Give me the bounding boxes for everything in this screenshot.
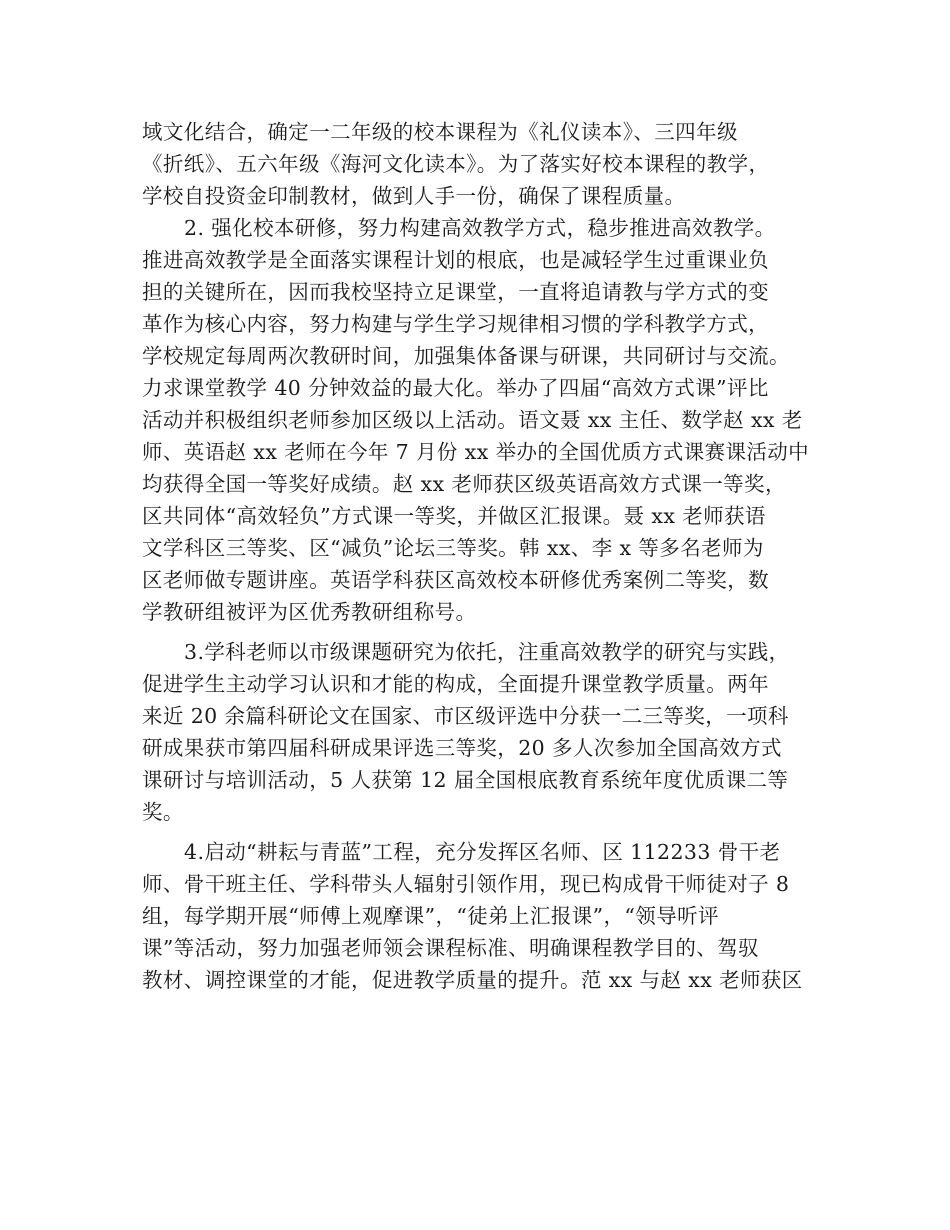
text-line: 担的关键所在，因而我校坚持立足课堂，一直将追请教与学方式的变 (142, 280, 769, 304)
text-line: 区老师做专题讲座。英语学科获区高效校本研修优秀案例二等奖，数 (142, 568, 769, 592)
text-line: 师、骨干班主任、学科带头人辐射引领作用，现已构成骨干师徒对子 8 (142, 872, 790, 896)
text-line: 域文化结合，确定一二年级的校本课程为《礼仪读本》、三四年级 (142, 120, 738, 144)
text-line: 区共同体“高效轻负”方式课一等奖，并做区汇报课。聂 xx 老师获语 (142, 504, 766, 528)
text-line: 均获得全国一等奖好成绩。赵 xx 老师获区级英语高效方式课一等奖， (142, 472, 786, 496)
text-line: 3.学科老师以市级课题研究为依托，注重高效教学的研究与实践， (184, 640, 790, 664)
text-line: 奖。 (142, 800, 184, 824)
document-body (142, 116, 812, 996)
text-line: 革作为核心内容，努力构建与学生学习规律相习惯的学科教学方式， (142, 312, 769, 336)
paragraph-4 (142, 836, 812, 996)
text-line: 课研讨与培训活动，5 人获第 12 届全国根底教育系统年度优质课二等 (142, 768, 789, 792)
text-line: 研成果获市第四届科研成果评选三等奖，20 多人次参加全国高效方式 (142, 736, 782, 760)
text-line: 文学科区三等奖、区“减负”论坛三等奖。韩 xx、李 x 等多名老师为 (142, 536, 764, 560)
text-line: 教材、调控课堂的才能，促进教学质量的提升。范 xx 与赵 xx 老师获区 (142, 968, 803, 992)
text-line: 学教研组被评为区优秀教研组称号。 (142, 600, 477, 624)
text-line: 课”等活动，努力加强老师领会课程标准、明确课程教学目的、驾驭 (142, 936, 759, 960)
paragraph-spacer (142, 828, 812, 836)
paragraph-2 (142, 212, 812, 628)
text-line: 活动并积极组织老师参加区级以上活动。语文聂 xx 主任、数学赵 xx 老 (142, 408, 803, 432)
text-line: 促进学生主动学习认识和才能的构成，全面提升课堂教学质量。两年 (142, 672, 769, 696)
text-line: 组，每学期开展“师傅上观摩课”，“徒弟上汇报课”，“领导听评 (142, 904, 719, 928)
text-line: 2. 强化校本研修，努力构建高效教学方式，稳步推进高效教学。 (184, 216, 776, 240)
text-line: 《折纸》、五六年级《海河文化读本》。为了落实好校本课程的教学， (142, 152, 770, 176)
text-line: 4.启动“耕耘与青蓝”工程，充分发挥区名师、区 112233 骨干老 (184, 840, 781, 864)
text-line: 来近 20 余篇科研论文在国家、市区级评选中分获一二三等奖，一项科 (142, 704, 789, 728)
text-line: 学校自投资金印制教材，做到人手一份，确保了课程质量。 (142, 184, 686, 208)
text-line: 师、英语赵 xx 老师在今年 7 月份 xx 举办的全国优质方式课赛课活动中 (142, 440, 810, 464)
text-line: 力求课堂教学 40 分钟效益的最大化。举办了四届“高效方式课”评比 (142, 376, 769, 400)
paragraph-1 (142, 116, 812, 212)
text-line: 学校规定每周两次教研时间，加强集体备课与研课，共同研讨与交流。 (142, 344, 790, 368)
paragraph-spacer (142, 628, 812, 636)
text-line: 推进高效教学是全面落实课程计划的根底，也是减轻学生过重课业负 (142, 248, 769, 272)
paragraph-3 (142, 636, 812, 828)
